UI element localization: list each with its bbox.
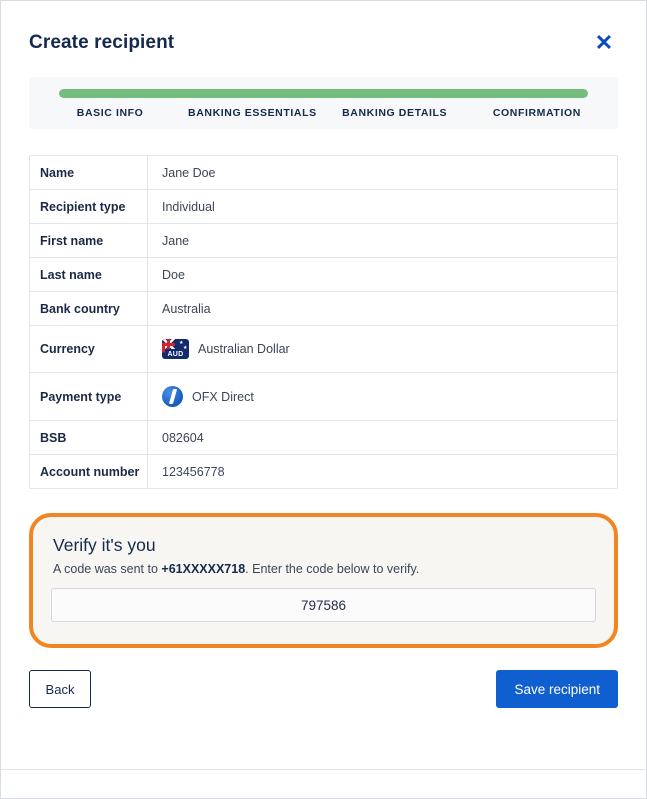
- aud-flag-icon: ★ ★ AUD: [162, 339, 189, 359]
- page-title: Create recipient: [29, 32, 175, 53]
- row-value-text: OFX Direct: [192, 389, 254, 404]
- progress-stepper: [29, 77, 618, 129]
- verify-section: [29, 513, 618, 648]
- row-value: [148, 224, 617, 257]
- row-value: [148, 292, 617, 325]
- row-value-text: Australia: [162, 301, 211, 316]
- modal-footer: [29, 670, 618, 730]
- row-value-text: Jane: [162, 233, 190, 248]
- progress-track: [59, 89, 588, 98]
- close-icon[interactable]: ✕: [590, 29, 618, 57]
- table-row: [30, 326, 617, 373]
- row-value-text: Australian Dollar: [198, 342, 290, 356]
- row-label: Bank country: [30, 292, 148, 325]
- row-value: [148, 455, 617, 488]
- verify-panel: [29, 513, 618, 648]
- step-label-1[interactable]: BANKING ESSENTIALS: [188, 107, 317, 119]
- table-row: [30, 292, 617, 326]
- row-value-text: 082604: [162, 430, 204, 445]
- step-label-row: [29, 107, 618, 119]
- verify-title: Verify it's you: [53, 535, 156, 555]
- row-label: Payment type: [30, 373, 148, 420]
- save-recipient-button[interactable]: Save recipient: [496, 670, 618, 708]
- table-row: [30, 258, 617, 292]
- row-label: Currency: [30, 326, 148, 372]
- table-row: [30, 455, 617, 488]
- verify-sent-suffix: . Enter the code below to verify.: [245, 562, 420, 576]
- table-row: [30, 421, 617, 455]
- row-label: Last name: [30, 258, 148, 291]
- bottom-divider: [1, 769, 646, 770]
- recipient-summary-table: [29, 155, 618, 489]
- row-value-text: Jane Doe: [162, 165, 216, 180]
- row-value: [148, 190, 617, 223]
- row-value: [148, 156, 617, 189]
- row-value: [148, 326, 617, 372]
- verify-sent-prefix: A code was sent to: [53, 562, 162, 576]
- progress-fill: [59, 89, 588, 98]
- table-row: [30, 156, 617, 190]
- row-value: [148, 258, 617, 291]
- row-label: Recipient type: [30, 190, 148, 223]
- table-row: [30, 190, 617, 224]
- row-value-text: Doe: [162, 267, 185, 282]
- row-value: [148, 421, 617, 454]
- ofx-icon: [162, 386, 183, 407]
- step-label-3[interactable]: CONFIRMATION: [492, 107, 581, 119]
- verify-instructions: [53, 562, 596, 576]
- row-value-text: 123456778: [162, 464, 225, 479]
- row-label: First name: [30, 224, 148, 257]
- row-label: BSB: [30, 421, 148, 454]
- row-value-text: Individual: [162, 199, 215, 214]
- table-row: [30, 224, 617, 258]
- verify-phone: +61XXXXX718: [161, 562, 246, 576]
- step-label-2[interactable]: BANKING DETAILS: [342, 107, 448, 119]
- row-label: Name: [30, 156, 148, 189]
- back-button[interactable]: Back: [29, 670, 91, 708]
- row-value: [148, 373, 617, 420]
- modal-header: [29, 23, 618, 63]
- modal-body: [1, 1, 646, 730]
- row-label: Account number: [30, 455, 148, 488]
- verification-code-input[interactable]: [51, 588, 596, 622]
- step-label-0[interactable]: BASIC INFO: [76, 107, 144, 119]
- table-row: [30, 373, 617, 421]
